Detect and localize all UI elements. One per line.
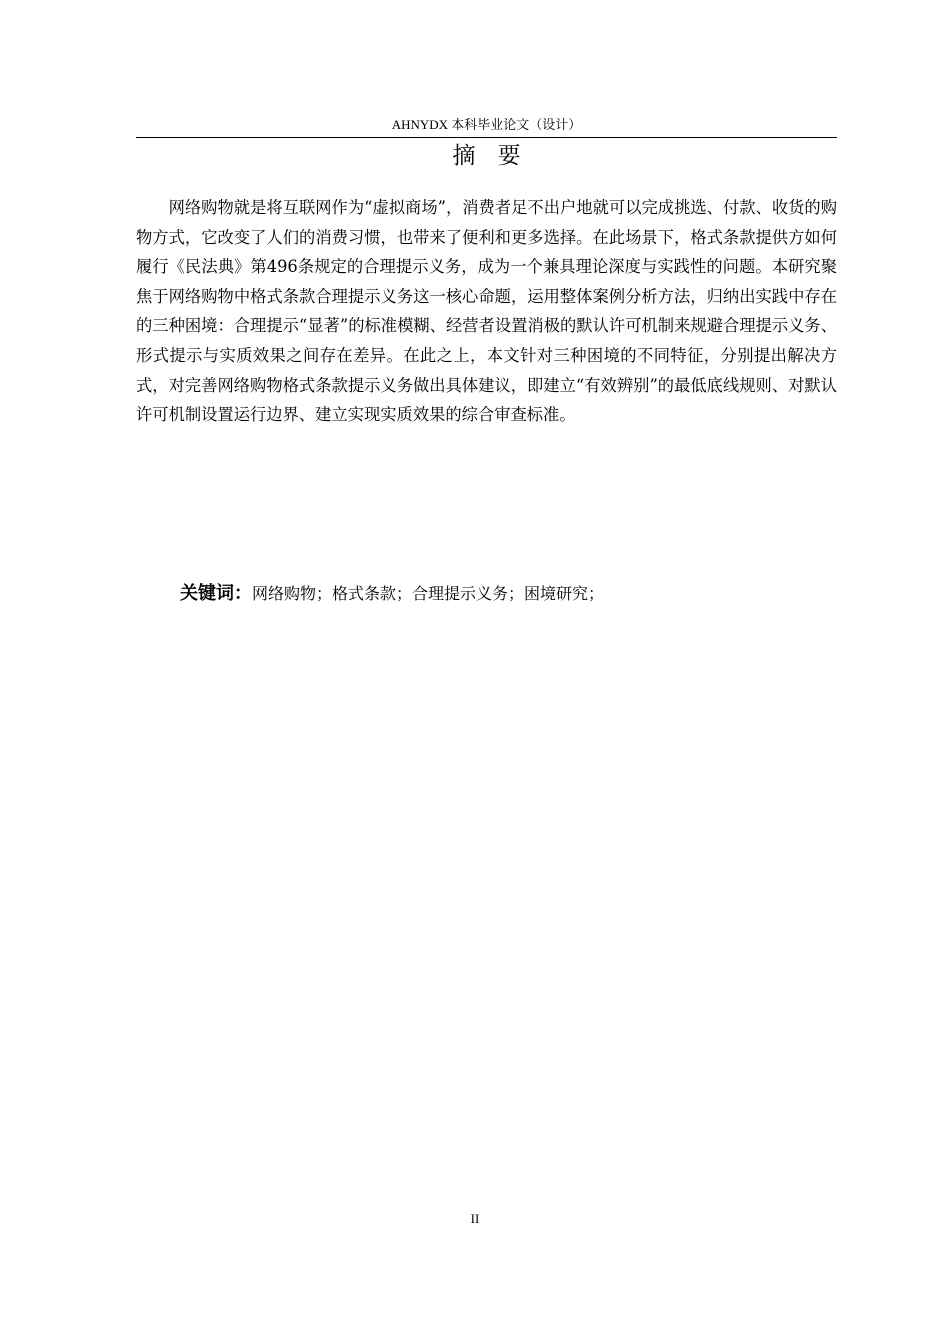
- keywords-label: 关键词：: [180, 583, 252, 604]
- abstract-body: 网络购物就是将互联网作为“虚拟商场”，消费者足不出户地就可以完成挑选、付款、收货的购物方式，它改变了人们的消费习惯，也带来了便利和更多选择。在此场景下，格式条款提供方如何履行《民法典》第496条规定的合理提示义务，成为一个兼具理论深度与实践性的问题。本研究聚焦于网络购物中格式条款合理提示义务这一核心命题，运用整体案例分析方法，归纳出实践中存在的三种困境：合理提示“显著”的标准模糊、经营者设置消极的默认许可机制来规避合理提示义务、形式提示与实质效果之间存在差异。在此之上，本文针对三种困境的不同特征，分别提出解决方式，对完善网络购物格式条款提示义务做出具体建议，即建立“有效辨别”的最低底线规则、对默认许可机制设置运行边界、建立实现实质效果的综合审查标准。: [136, 198, 837, 425]
- keywords-list: 网络购物；格式条款；合理提示义务；困境研究；: [252, 584, 605, 603]
- keywords-line: [180, 580, 837, 608]
- abstract-title: 摘要: [452, 143, 543, 169]
- page-number: II: [470, 1211, 480, 1226]
- running-header: [136, 113, 837, 138]
- running-header-text: AHNYDX 本科毕业论文（设计）: [391, 117, 582, 132]
